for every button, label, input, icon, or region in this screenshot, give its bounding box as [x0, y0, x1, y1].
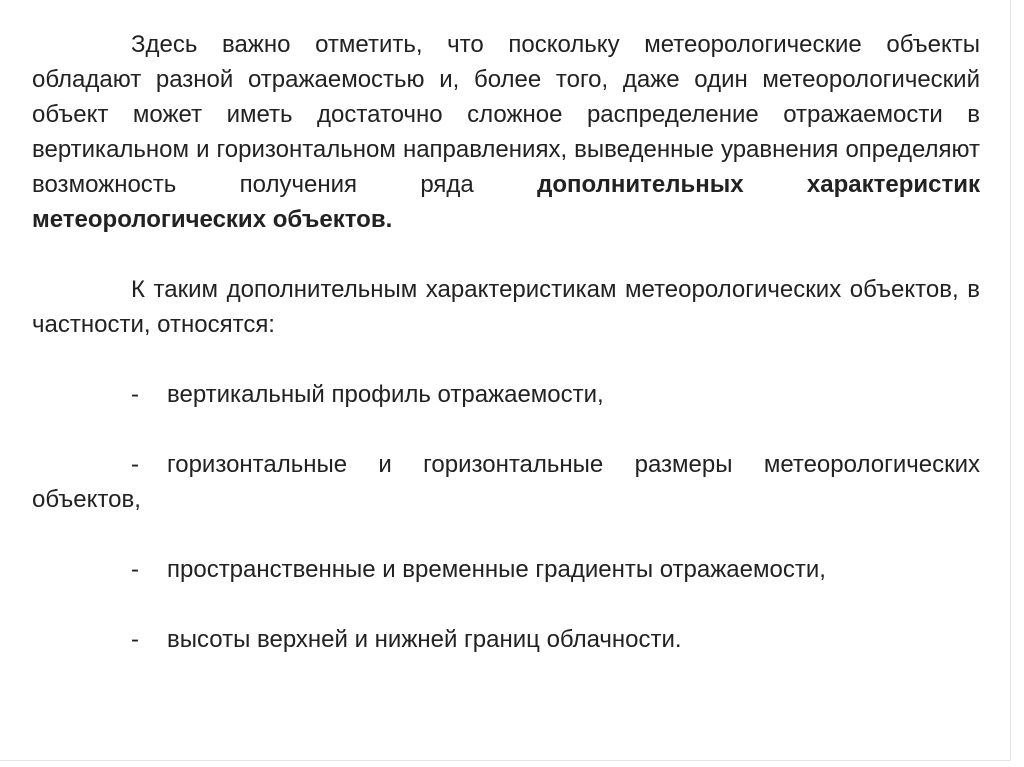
intro-bold-text: дополнительных характеристик метеорологических объектов. — [32, 171, 981, 233]
intro-text: Здесь важно отметить, что поскольку метеорологические объекты обладают разной отражаемостью и, более того, даже один метеорологический объект может иметь достаточно сложное распределение отражаемости в вертикальном и горизонтальном направлениях, выведенные уравнения определяют возможность получения ряда — [32, 31, 980, 198]
list-dash: - — [131, 556, 139, 583]
list-item — [32, 622, 980, 657]
list-item-text: пространственные и временные градиенты отражаемости, — [167, 556, 826, 583]
slide-content — [32, 27, 980, 657]
list-dash: - — [131, 626, 139, 653]
list-dash: - — [131, 451, 139, 478]
list-item-text: горизонтальные и горизонтальные размеры метеорологических объектов, — [32, 451, 980, 513]
list-item — [32, 447, 980, 517]
list-dash: - — [131, 381, 139, 408]
list-item — [32, 377, 980, 412]
list-item — [32, 552, 980, 587]
list-item-text: вертикальный профиль отражаемости, — [167, 381, 604, 408]
list-item-text: высоты верхней и нижней границ облачности. — [167, 626, 682, 653]
intro-paragraph — [32, 27, 980, 237]
characteristics-intro-paragraph: К таким дополнительным характеристикам метеорологических объектов, в частности, относятся: — [32, 276, 980, 338]
